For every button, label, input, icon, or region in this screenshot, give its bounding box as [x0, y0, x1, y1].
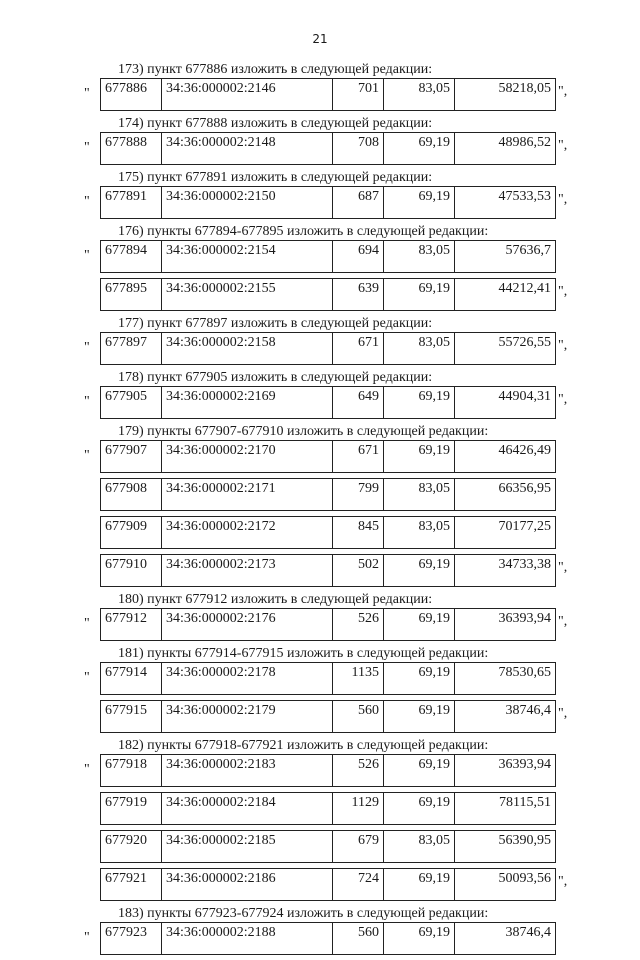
data-table	[100, 240, 556, 273]
open-quote: "	[84, 448, 90, 463]
table-cell: 34:36:000002:2172	[162, 517, 333, 549]
close-quote: ",	[558, 706, 568, 721]
table-cell: 46426,49	[455, 441, 556, 473]
open-quote: "	[84, 140, 90, 155]
table-cell: 34:36:000002:2184	[162, 793, 333, 825]
data-table	[100, 78, 556, 111]
open-quote: "	[84, 762, 90, 777]
data-table	[100, 440, 556, 473]
table-cell: 83,05	[384, 831, 455, 863]
close-quote: ",	[558, 192, 568, 207]
table-cell: 677915	[101, 701, 162, 733]
table-cell: 34:36:000002:2176	[162, 609, 333, 641]
table-cell: 799	[333, 479, 384, 511]
data-table	[100, 662, 556, 695]
amendment-section	[0, 646, 640, 732]
table-cell: 47533,53	[455, 187, 556, 219]
amendment-heading: 175) пункт 677891 изложить в следующей редакции:	[118, 170, 433, 185]
table-row	[0, 272, 640, 310]
table-cell: 694	[333, 241, 384, 273]
table-row	[0, 510, 640, 548]
table-cell: 34:36:000002:2188	[162, 923, 333, 955]
open-quote: "	[84, 194, 90, 209]
table-cell: 69,19	[384, 755, 455, 787]
table-cell: 36393,94	[455, 609, 556, 641]
table-cell: 34:36:000002:2178	[162, 663, 333, 695]
table-cell: 36393,94	[455, 755, 556, 787]
table-cell: 560	[333, 923, 384, 955]
data-table	[100, 554, 556, 587]
table-cell: 69,19	[384, 793, 455, 825]
table-row	[0, 754, 640, 786]
table-cell: 34733,38	[455, 555, 556, 587]
table-cell: 845	[333, 517, 384, 549]
close-quote: ",	[558, 560, 568, 575]
table-cell: 70177,25	[455, 517, 556, 549]
table-cell: 44212,41	[455, 279, 556, 311]
table-cell: 69,19	[384, 187, 455, 219]
table-row	[0, 786, 640, 824]
page-number: 21	[312, 32, 328, 46]
table-cell: 69,19	[384, 663, 455, 695]
table-cell: 1135	[333, 663, 384, 695]
amendment-section	[0, 116, 640, 164]
table-cell: 83,05	[384, 479, 455, 511]
table-row	[0, 186, 640, 218]
table-row	[0, 440, 640, 472]
table-cell: 34:36:000002:2183	[162, 755, 333, 787]
table-row	[0, 132, 640, 164]
amendment-heading: 178) пункт 677905 изложить в следующей редакции:	[118, 370, 433, 385]
table-cell: 701	[333, 79, 384, 111]
table-cell: 50093,56	[455, 869, 556, 901]
table-cell: 69,19	[384, 441, 455, 473]
open-quote: "	[84, 340, 90, 355]
amendment-section	[0, 370, 640, 418]
table-cell: 677912	[101, 609, 162, 641]
table-cell: 34:36:000002:2158	[162, 333, 333, 365]
table-cell: 677897	[101, 333, 162, 365]
table-cell: 69,19	[384, 701, 455, 733]
table-row	[0, 862, 640, 900]
document-body	[0, 62, 640, 960]
data-table	[100, 386, 556, 419]
data-table	[100, 922, 556, 955]
table-cell: 639	[333, 279, 384, 311]
table-cell: 526	[333, 609, 384, 641]
table-cell: 34:36:000002:2170	[162, 441, 333, 473]
table-row	[0, 824, 640, 862]
table-row	[0, 548, 640, 586]
amendment-heading: 173) пункт 677886 изложить в следующей редакции:	[118, 62, 433, 77]
table-cell: 69,19	[384, 133, 455, 165]
data-table	[100, 132, 556, 165]
table-cell: 55726,55	[455, 333, 556, 365]
table-row	[0, 386, 640, 418]
amendment-section	[0, 224, 640, 310]
table-cell: 34:36:000002:2173	[162, 555, 333, 587]
table-row	[0, 78, 640, 110]
close-quote: ",	[558, 392, 568, 407]
table-cell: 671	[333, 333, 384, 365]
amendment-heading: 182) пункты 677918-677921 изложить в следующей редакции:	[118, 738, 489, 753]
table-cell: 34:36:000002:2154	[162, 241, 333, 273]
table-cell: 677920	[101, 831, 162, 863]
data-table	[100, 478, 556, 511]
table-cell: 34:36:000002:2179	[162, 701, 333, 733]
close-quote: ",	[558, 338, 568, 353]
table-cell: 679	[333, 831, 384, 863]
table-cell: 677895	[101, 279, 162, 311]
table-cell: 677905	[101, 387, 162, 419]
data-table	[100, 278, 556, 311]
table-cell: 677918	[101, 755, 162, 787]
table-cell: 69,19	[384, 555, 455, 587]
data-table	[100, 608, 556, 641]
close-quote: ",	[558, 614, 568, 629]
data-table	[100, 700, 556, 733]
table-row	[0, 240, 640, 272]
amendment-heading: 179) пункты 677907-677910 изложить в следующей редакции:	[118, 424, 489, 439]
amendment-section	[0, 316, 640, 364]
table-row	[0, 472, 640, 510]
table-cell: 34:36:000002:2186	[162, 869, 333, 901]
table-cell: 66356,95	[455, 479, 556, 511]
table-cell: 677919	[101, 793, 162, 825]
table-cell: 677923	[101, 923, 162, 955]
table-cell: 69,19	[384, 609, 455, 641]
table-cell: 69,19	[384, 279, 455, 311]
table-cell: 78530,65	[455, 663, 556, 695]
table-cell: 34:36:000002:2148	[162, 133, 333, 165]
table-cell: 34:36:000002:2146	[162, 79, 333, 111]
close-quote: ",	[558, 84, 568, 99]
table-cell: 687	[333, 187, 384, 219]
amendment-heading: 183) пункты 677923-677924 изложить в следующей редакции:	[118, 906, 489, 921]
table-cell: 34:36:000002:2171	[162, 479, 333, 511]
table-row	[0, 608, 640, 640]
open-quote: "	[84, 616, 90, 631]
table-cell: 677914	[101, 663, 162, 695]
table-cell: 34:36:000002:2155	[162, 279, 333, 311]
table-cell: 69,19	[384, 387, 455, 419]
table-row	[0, 662, 640, 694]
table-cell: 560	[333, 701, 384, 733]
table-cell: 44904,31	[455, 387, 556, 419]
table-row	[0, 332, 640, 364]
table-cell: 649	[333, 387, 384, 419]
amendment-section	[0, 906, 640, 954]
close-quote: ",	[558, 284, 568, 299]
table-cell: 671	[333, 441, 384, 473]
amendment-section	[0, 592, 640, 640]
data-table	[100, 792, 556, 825]
table-cell: 708	[333, 133, 384, 165]
table-cell: 56390,95	[455, 831, 556, 863]
table-cell: 677886	[101, 79, 162, 111]
amendment-heading: 176) пункты 677894-677895 изложить в следующей редакции:	[118, 224, 489, 239]
data-table	[100, 516, 556, 549]
data-table	[100, 754, 556, 787]
table-cell: 502	[333, 555, 384, 587]
amendment-heading: 181) пункты 677914-677915 изложить в следующей редакции:	[118, 646, 489, 661]
table-cell: 677907	[101, 441, 162, 473]
table-cell: 83,05	[384, 241, 455, 273]
table-cell: 677891	[101, 187, 162, 219]
amendment-heading: 177) пункт 677897 изложить в следующей редакции:	[118, 316, 433, 331]
table-cell: 724	[333, 869, 384, 901]
amendment-heading: 174) пункт 677888 изложить в следующей редакции:	[118, 116, 433, 131]
amendment-section	[0, 170, 640, 218]
table-cell: 34:36:000002:2150	[162, 187, 333, 219]
amendment-section	[0, 738, 640, 900]
table-cell: 677894	[101, 241, 162, 273]
table-cell: 58218,05	[455, 79, 556, 111]
table-cell: 69,19	[384, 923, 455, 955]
amendment-section	[0, 62, 640, 110]
open-quote: "	[84, 248, 90, 263]
data-table	[100, 332, 556, 365]
table-cell: 69,19	[384, 869, 455, 901]
data-table	[100, 830, 556, 863]
table-row	[0, 922, 640, 954]
table-cell: 78115,51	[455, 793, 556, 825]
open-quote: "	[84, 394, 90, 409]
table-cell: 38746,4	[455, 923, 556, 955]
close-quote: ",	[558, 874, 568, 889]
table-cell: 38746,4	[455, 701, 556, 733]
table-cell: 677888	[101, 133, 162, 165]
table-cell: 34:36:000002:2185	[162, 831, 333, 863]
table-cell: 83,05	[384, 79, 455, 111]
table-cell: 83,05	[384, 333, 455, 365]
table-cell: 48986,52	[455, 133, 556, 165]
table-cell: 83,05	[384, 517, 455, 549]
table-cell: 677909	[101, 517, 162, 549]
data-table	[100, 186, 556, 219]
table-cell: 57636,7	[455, 241, 556, 273]
table-cell: 677910	[101, 555, 162, 587]
table-cell: 526	[333, 755, 384, 787]
amendment-section	[0, 424, 640, 586]
amendment-heading: 180) пункт 677912 изложить в следующей редакции:	[118, 592, 433, 607]
table-cell: 677908	[101, 479, 162, 511]
table-row	[0, 694, 640, 732]
close-quote: ",	[558, 138, 568, 153]
table-cell: 34:36:000002:2169	[162, 387, 333, 419]
data-table	[100, 868, 556, 901]
table-cell: 1129	[333, 793, 384, 825]
open-quote: "	[84, 86, 90, 101]
open-quote: "	[84, 670, 90, 685]
table-cell: 677921	[101, 869, 162, 901]
open-quote: "	[84, 930, 90, 945]
